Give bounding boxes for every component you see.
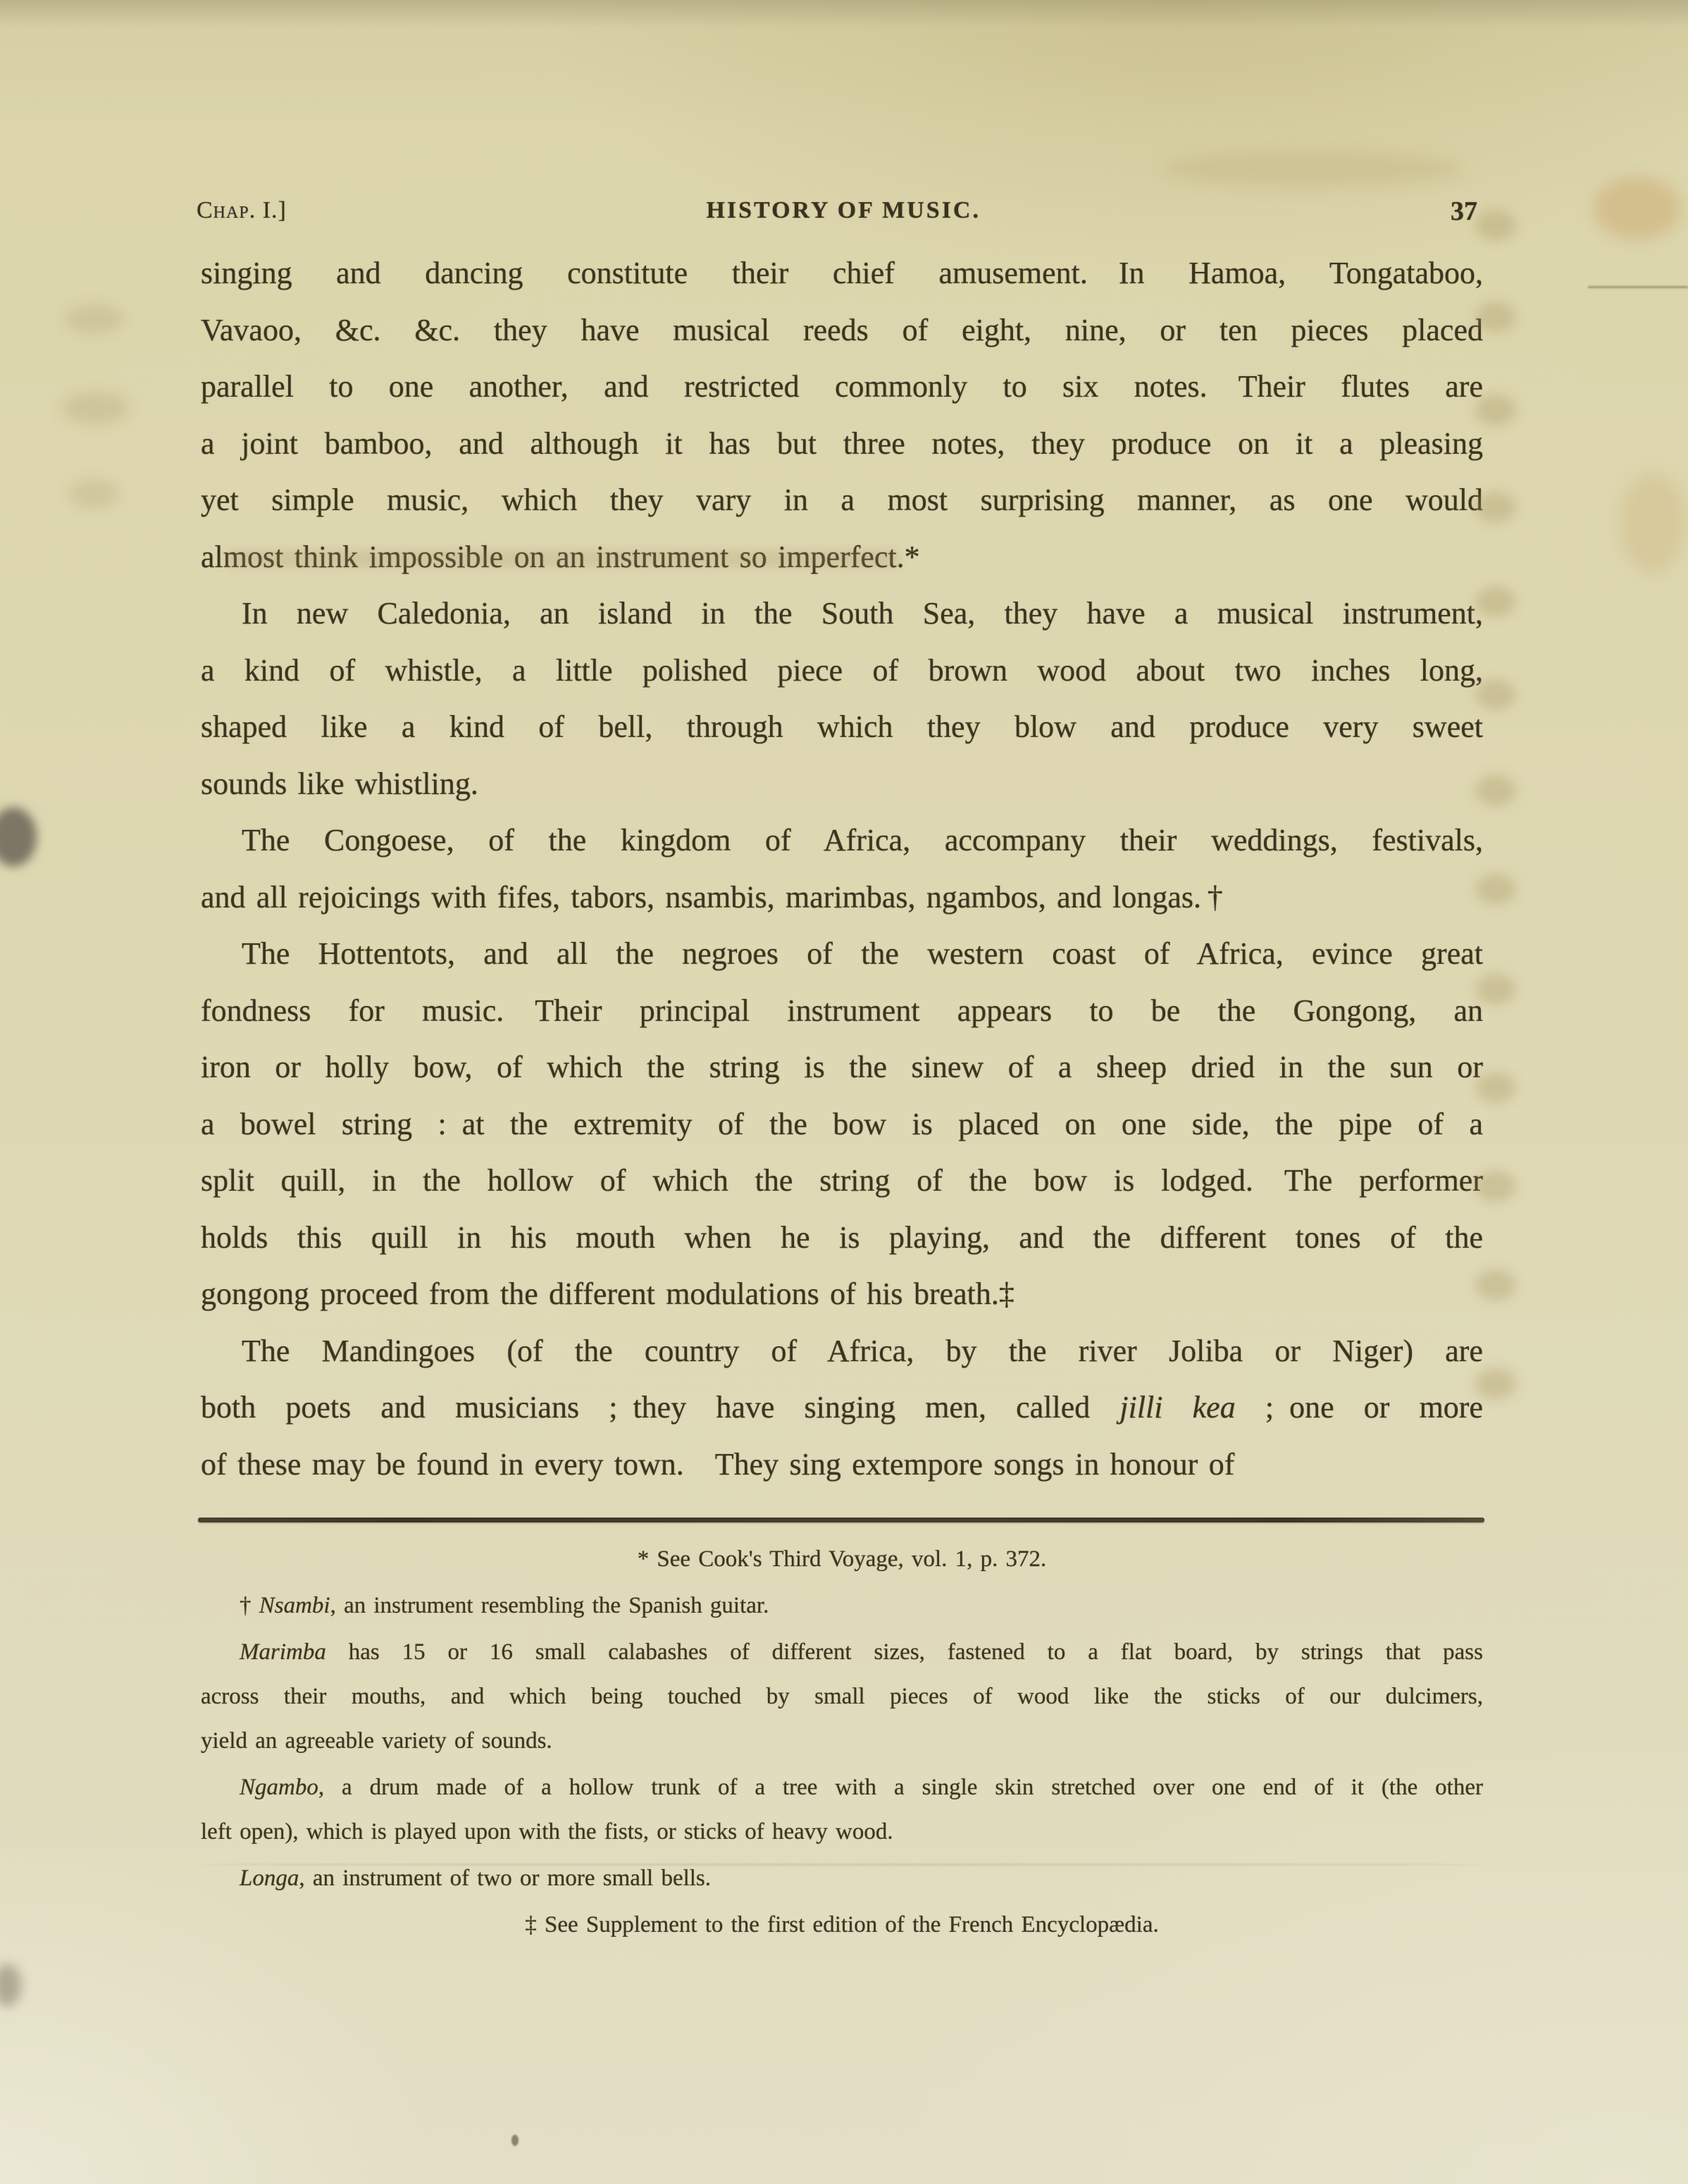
- footnotes: [201, 1537, 1483, 1949]
- text-line: iron or holly bow, of which the string is the sinew of a sheep dried in the sun or: [201, 1050, 1483, 1084]
- text-line: of these may be found in every town. They sing extempore songs in honour of: [201, 1446, 1235, 1482]
- text-line: Marimba has 15 or 16 small calabashes of different sizes, fastened to a flat board, by strings that pass: [240, 1639, 1483, 1665]
- text-line: shaped like a kind of bell, through which they blow and produce very sweet: [201, 709, 1483, 744]
- text-line: Longa, an instrument of two or more small bells.: [240, 1866, 712, 1891]
- running-title: HISTORY OF MUSIC.: [706, 197, 981, 223]
- text-line: holds this quill in his mouth when he is playing, and the different tones of the: [201, 1220, 1483, 1255]
- text-line: a kind of whistle, a little polished piece of brown wood about two inches long,: [201, 652, 1483, 688]
- show-through-smudge: [62, 392, 130, 424]
- ink-blot: [0, 1964, 21, 2006]
- text-line: fondness for music. Their principal instrument appears to be the Gongong, an: [201, 993, 1483, 1028]
- text-line: Vavaoo, &c. &c. they have musical reeds of eight, nine, or ten pieces placed: [201, 312, 1483, 347]
- text-line: a joint bamboo, and although it has but three notes, they produce on it a pleasing: [201, 426, 1483, 461]
- paragraph: [201, 585, 1483, 812]
- text-line: † Nsambi, an instrument resembling the Spanish guitar.: [240, 1593, 769, 1618]
- text-line: In new Caledonia, an island in the South Sea, they have a musical instrument,: [242, 596, 1483, 631]
- paragraph: [201, 1584, 1483, 1628]
- footnote-separator-rule: [198, 1518, 1484, 1522]
- paragraph: [201, 812, 1483, 926]
- text-line: both poets and musicians ; they have singing men, called jilli kea ; one or more: [201, 1390, 1483, 1425]
- text-line: The Congoese, of the kingdom of Africa, accompany their weddings, festivals,: [242, 823, 1483, 857]
- show-through-smudge: [1161, 151, 1464, 187]
- show-through-smudge: [1620, 473, 1685, 573]
- text-line: across their mouths, and which being touched by small pieces of wood like the sticks of our dulcimers,: [201, 1684, 1483, 1709]
- paragraph: [201, 1856, 1483, 1901]
- text-line: ‡ See Supplement to the first edition of the French Encyclopædia.: [525, 1912, 1159, 1937]
- text-line: The Hottentots, and all the negroes of the western coast of Africa, evince great: [242, 936, 1483, 971]
- text-line: a bowel string : at the extremity of the bow is placed on one side, the pipe of a: [201, 1106, 1483, 1141]
- text-line: yield an agreeable variety of sounds.: [201, 1728, 552, 1754]
- body-text: [201, 245, 1483, 1493]
- paragraph: [201, 1630, 1483, 1763]
- text-line: left open), which is played upon with the fists, or sticks of heavy wood.: [201, 1819, 893, 1844]
- text-line: parallel to one another, and restricted commonly to six notes. Their flutes are: [201, 369, 1483, 404]
- text-line: The Mandingoes (of the country of Africa, by the river Joliba or Niger) are: [242, 1333, 1483, 1368]
- text-line: sounds like whistling.: [201, 766, 478, 801]
- paragraph: [201, 1903, 1483, 1947]
- text-line: yet simple music, which they vary in a most surprising manner, as one would: [201, 483, 1483, 517]
- text-line: * See Cook's Third Voyage, vol. 1, p. 372.: [637, 1546, 1047, 1572]
- text-line: Ngambo, a drum made of a hollow trunk of a tree with a single skin stretched over one end of it (the other: [240, 1775, 1483, 1800]
- paragraph: [201, 926, 1483, 1323]
- text-line: almost think impossible on an instrument so imperfect.*: [201, 539, 920, 574]
- paragraph: [201, 1537, 1483, 1582]
- text-line: singing and dancing constitute their chief amusement. In Hamoa, Tongataboo,: [201, 256, 1483, 290]
- ink-blot: [0, 807, 37, 867]
- page-header: [0, 197, 1688, 231]
- text-line: and all rejoicings with fifes, tabors, nsambis, marimbas, ngambos, and longas. †: [201, 879, 1223, 914]
- paragraph: [201, 1766, 1483, 1854]
- text-line: split quill, in the hollow of which the string of the bow is lodged. The performer: [201, 1163, 1483, 1198]
- chapter-label: Chap. I.]: [197, 197, 287, 223]
- page-number: 37: [1451, 197, 1477, 226]
- show-through-smudge: [69, 479, 120, 509]
- paragraph: [201, 1323, 1483, 1494]
- scratch-mark: [1588, 286, 1688, 288]
- ink-speck: [511, 2135, 519, 2146]
- show-through-smudge: [65, 304, 124, 334]
- text-line: gongong proceed from the different modulations of his breath.‡: [201, 1277, 1014, 1311]
- paragraph: [201, 245, 1483, 585]
